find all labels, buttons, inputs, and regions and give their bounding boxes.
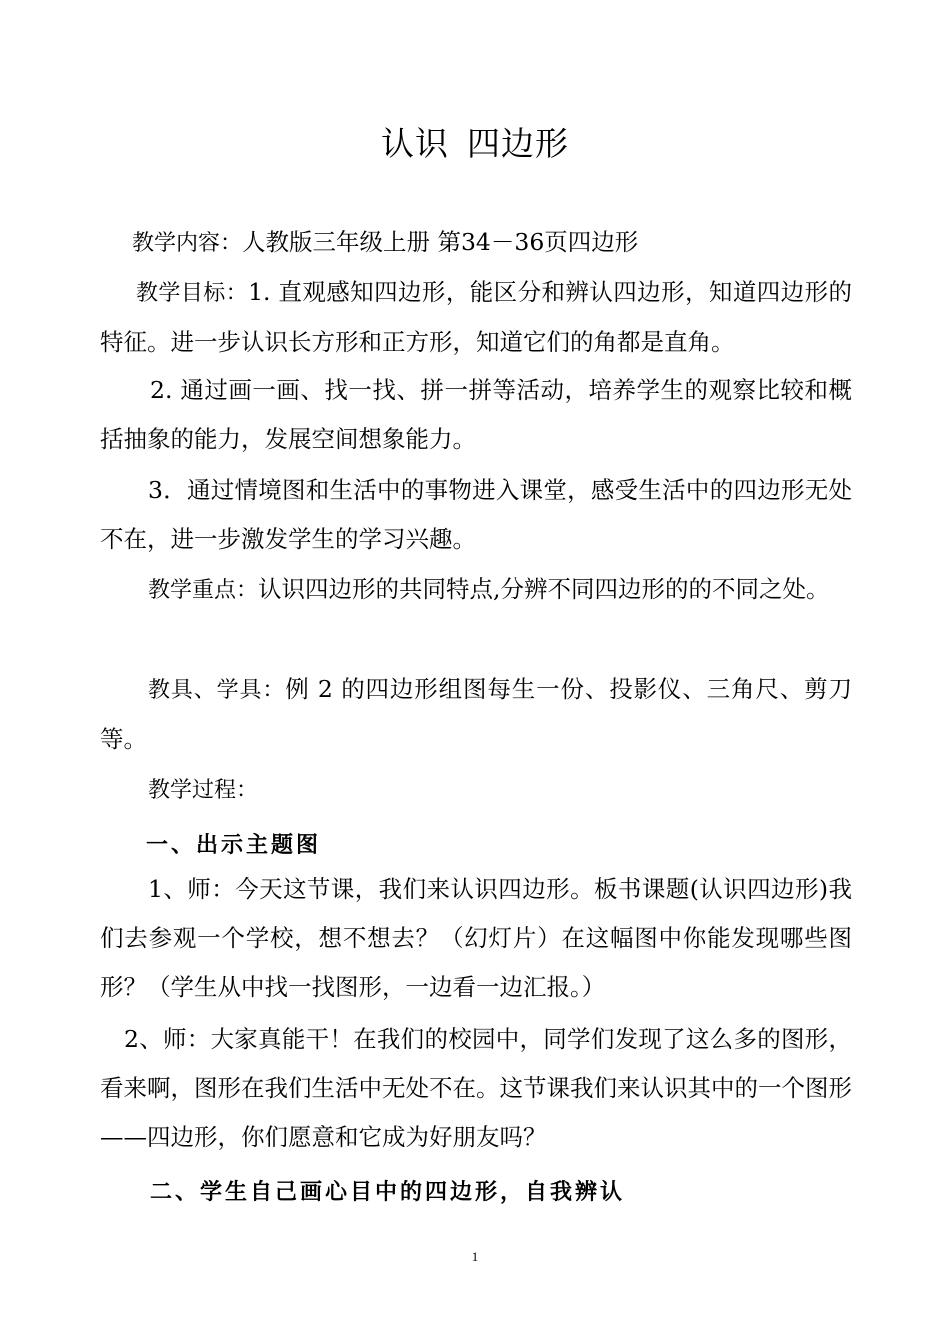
section-1-paragraph-2 bbox=[100, 1015, 852, 1162]
section-2-heading: 二、学生自己画心目中的四边形，自我辨认 bbox=[150, 1180, 626, 1205]
teaching-goal-1-text: 1. 直观感知四边形，能区分和辨认四边形，知道四边形的特征。进一步认识长方形和正方形，知道它们的角都是直角。 bbox=[100, 278, 852, 356]
process-label: 教学过程： bbox=[148, 778, 259, 803]
teaching-process bbox=[100, 765, 852, 815]
teaching-content-text: 人教版三年级上册 第34－36页四边形 bbox=[242, 228, 639, 256]
teaching-content-label: 教学内容： bbox=[132, 231, 243, 256]
teaching-goal-1 bbox=[100, 268, 852, 367]
key-points-text: 认识四边形的共同特点,分辨不同四边形的的不同之处。 bbox=[258, 575, 830, 603]
key-points-label: 教学重点： bbox=[148, 578, 259, 603]
section-1-paragraph-1 bbox=[100, 865, 852, 1012]
teaching-goal-2 bbox=[100, 366, 852, 464]
page-number: 1 bbox=[471, 1249, 479, 1264]
teaching-goal-3-text: 3．通过情境图和生活中的事物进入课堂，感受生活中的四边形无处不在，进一步激发学生的学习兴趣。 bbox=[100, 476, 852, 553]
section-1-paragraph-1-text: 1、师：今天这节课，我们来认识四边形。板书课题(认识四边形)我们去参观一个学校，想不想去？（幻灯片）在这幅图中你能发现哪些图形？（学生从中找一找图形，一边看一边汇报。） bbox=[100, 875, 852, 1001]
tools-label: 教具、学具： bbox=[148, 678, 286, 703]
section-1-heading: 一、出示主题图 bbox=[146, 833, 322, 858]
section-1-paragraph-2-text: 2、师：大家真能干！在我们的校园中，同学们发现了这么多的图形，看来啊，图形在我们生活中无处不在。这节课我们来认识其中的一个图形——四边形，你们愿意和它成为好朋友吗？ bbox=[100, 1025, 852, 1151]
teaching-tools bbox=[100, 665, 852, 764]
title-part-2: 四边形 bbox=[467, 124, 569, 163]
document-title bbox=[0, 118, 950, 165]
teaching-goal-3 bbox=[100, 466, 852, 564]
title-part-1: 认识 bbox=[381, 124, 449, 163]
teaching-goals-label: 教学目标： bbox=[136, 281, 249, 306]
teaching-key-points bbox=[100, 565, 852, 615]
tools-text: 例 2 的四边形组图每生一份、投影仪、三角尺、剪刀等。 bbox=[100, 675, 852, 753]
teaching-content bbox=[100, 218, 852, 268]
teaching-goal-2-text: 2. 通过画一画、找一找、拼一拼等活动，培养学生的观察比较和概括抽象的能力，发展空间想象能力。 bbox=[100, 376, 852, 453]
